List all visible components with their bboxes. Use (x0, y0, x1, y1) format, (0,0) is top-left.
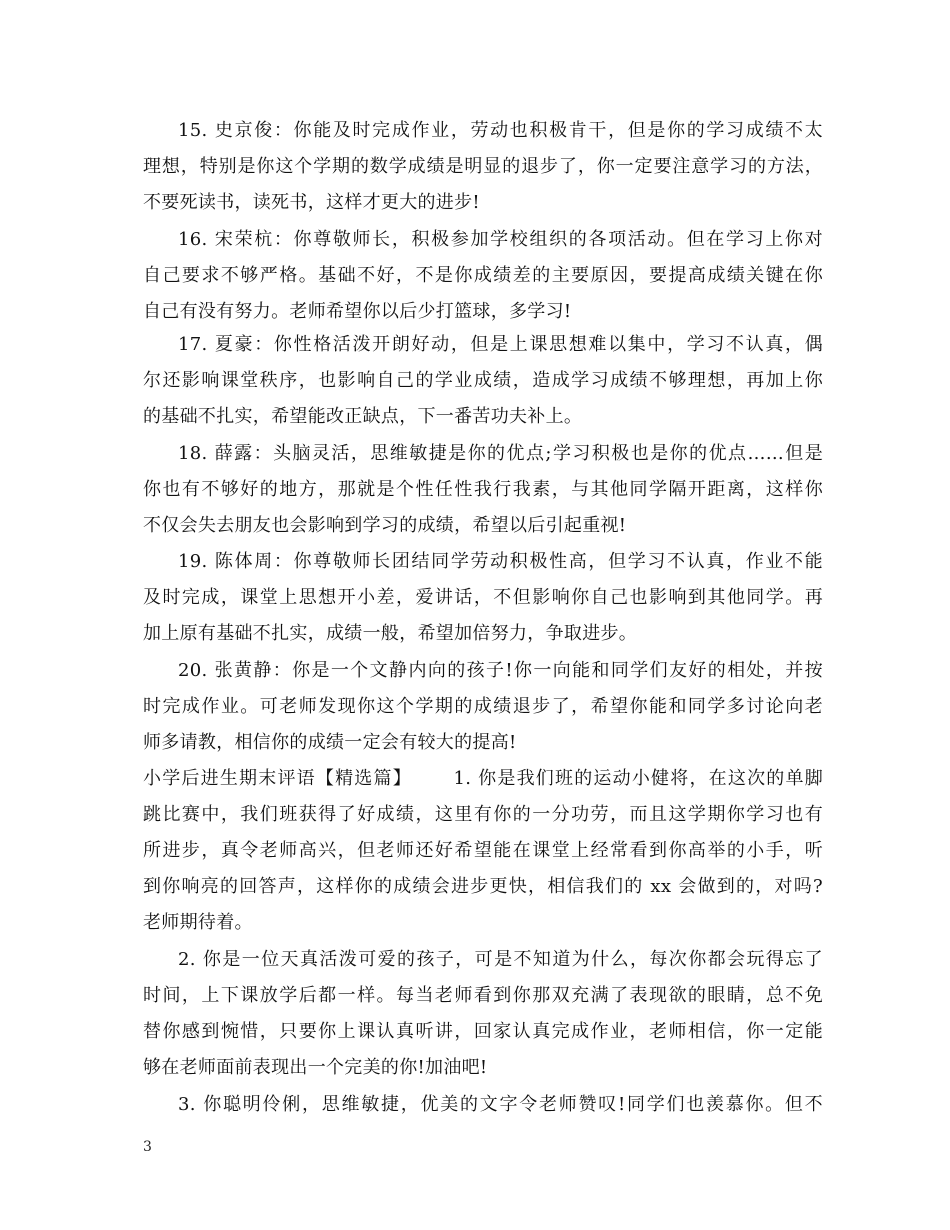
text-line: 到你响亮的回答声，这样你的成绩会进步更快，相信我们的 xx 会做到的，对吗? (143, 876, 823, 897)
text-line: 老师期待着。 (143, 912, 253, 933)
text-line: 17. 夏豪：你性格活泼开朗好动，但是上课思想难以集中，学习不认真，偶 (178, 334, 823, 355)
text-line: 2. 你是一位天真活泼可爱的孩子，可是不知道为什么，每次你都会玩得忘了 (178, 949, 823, 970)
text-line: 够在老师面前表现出一个完美的你!加油吧! (143, 1057, 488, 1078)
text-line: 不要死读书，读死书，这样才更大的进步! (143, 192, 480, 213)
text-line: 加上原有基础不扎实，成绩一般，希望加倍努力，争取进步。 (143, 623, 638, 644)
text-line: 的基础不扎实，希望能改正缺点，下一番苦功夫补上。 (143, 406, 583, 427)
text-line: 不仅会失去朋友也会影响到学习的成绩，希望以后引起重视! (143, 515, 627, 536)
section-heading-line: 小学后进生期末评语【精选篇】 1. 你是我们班的运动小健将，在这次的单脚 (143, 768, 823, 789)
text-line: 15. 史京俊：你能及时完成作业，劳动也积极肯干，但是你的学习成绩不太 (178, 120, 823, 141)
text-line: 19. 陈体周：你尊敬师长团结同学劳动积极性高，但学习不认真，作业不能 (178, 551, 823, 572)
text-line: 你也有不够好的地方，那就是个性任性我行我素，与其他同学隔开距离，这样你 (143, 479, 823, 500)
page-number: 3 (143, 1139, 152, 1155)
text-line: 时完成作业。可老师发现你这个学期的成绩退步了，希望你能和同学多讨论向老 (143, 696, 823, 717)
text-line: 师多请教，相信你的成绩一定会有较大的提高! (143, 732, 517, 753)
text-line: 16. 宋荣杭：你尊敬师长，积极参加学校组织的各项活动。但在学习上你对 (178, 229, 823, 250)
text-line: 20. 张黄静：你是一个文静内向的孩子!你一向能和同学们友好的相处，并按 (178, 660, 823, 681)
text-line: 及时完成，课堂上思想开小差，爱讲话，不但影响你自己也影响到其他同学。再 (143, 587, 823, 608)
text-line: 替你感到惋惜，只要你上课认真听讲，回家认真完成作业，老师相信，你一定能 (143, 1021, 823, 1042)
text-line: 时间，上下课放学后都一样。每当老师看到你那双充满了表现欲的眼睛，总不免 (143, 985, 823, 1006)
text-line: 尔还影响课堂秩序，也影响自己的学业成绩，造成学习成绩不够理想，再加上你 (143, 370, 823, 391)
text-line: 自己要求不够严格。基础不好，不是你成绩差的主要原因，要提高成绩关键在你 (143, 265, 823, 286)
text-line: 自己有没有努力。老师希望你以后少打篮球，多学习! (143, 301, 572, 322)
text-line: 所进步，真令老师高兴，但老师还好希望能在课堂上经常看到你高举的小手，听 (143, 840, 823, 861)
text-line: 18. 薛露：头脑灵活，思维敏捷是你的优点;学习积极也是你的优点……但是 (178, 443, 823, 464)
text-line: 跳比赛中，我们班获得了好成绩，这里有你的一分功劳，而且这学期你学习也有 (143, 804, 823, 825)
text-line: 理想，特别是你这个学期的数学成绩是明显的退步了，你一定要注意学习的方法， (143, 156, 823, 177)
text-line: 3. 你聪明伶俐，思维敏捷，优美的文字令老师赞叹!同学们也羡慕你。但不 (178, 1094, 823, 1115)
